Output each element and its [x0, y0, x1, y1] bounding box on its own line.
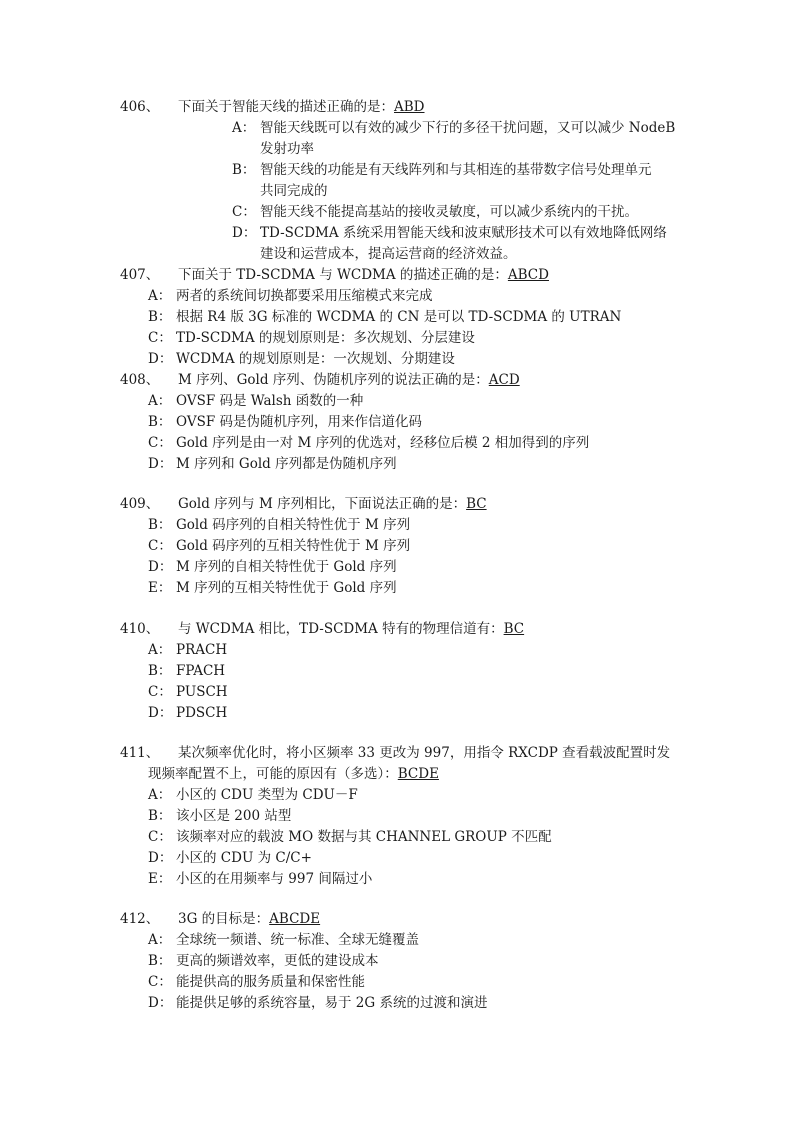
- option-a: A： 智能天线既可以有效的减少下行的多径干扰问题，又可以减少 NodeB: [232, 120, 676, 136]
- option-c: C： 该频率对应的载波 MO 数据与其 CHANNEL GROUP 不匹配: [148, 829, 552, 845]
- option-a: A： 小区的 CDU 类型为 CDU－F: [148, 787, 358, 803]
- question-stem: 下面关于 TD-SCDMA 与 WCDMA 的描述正确的是：: [178, 267, 508, 283]
- question-stem: 与 WCDMA 相比，TD-SCDMA 特有的物理信道有：: [178, 621, 504, 637]
- option-d-cont: 建设和运营成本，提高运营商的经济效益。: [260, 246, 517, 262]
- option-b: B： 该小区是 200 站型: [148, 808, 292, 824]
- question-number: 406、: [120, 99, 160, 115]
- option-a: A： PRACH: [148, 642, 228, 658]
- option-d: D： TD-SCDMA 系统采用智能天线和波束赋形技术可以有效地降低网络: [232, 225, 667, 241]
- question-number: 409、: [120, 496, 160, 512]
- option-b: B： OVSF 码是伪随机序列，用来作信道化码: [148, 414, 422, 430]
- option-c: C： Gold 序列是由一对 M 序列的优选对，经移位后模 2 相加得到的序列: [148, 435, 590, 451]
- question-stem-cont: 现频率配置不上，可能的原因有（多选）：: [148, 766, 398, 782]
- question-stem: Gold 序列与 M 序列相比，下面说法正确的是：: [178, 496, 467, 512]
- question-number: 411、: [120, 745, 160, 761]
- option-d: D： M 序列的自相关特性优于 Gold 序列: [148, 559, 397, 575]
- question-stem: 某次频率优化时，将小区频率 33 更改为 997，用指令 RXCDP 查看载波配置时发: [178, 745, 671, 761]
- option-e: E： 小区的在用频率与 997 间隔过小: [148, 871, 373, 887]
- question-number: 407、: [120, 267, 160, 283]
- answer-key: ACD: [488, 372, 520, 388]
- question-number: 412、: [120, 911, 160, 927]
- option-a-cont: 发射功率: [260, 141, 314, 157]
- option-d: D： PDSCH: [148, 705, 228, 721]
- option-c: C： Gold 码序列的互相关特性优于 M 序列: [148, 538, 411, 554]
- option-d: D： 能提供足够的系统容量，易于 2G 系统的过渡和演进: [148, 995, 488, 1011]
- option-b: B： Gold 码序列的自相关特性优于 M 序列: [148, 517, 411, 533]
- option-a: A： 两者的系统间切换都要采用压缩模式来完成: [148, 288, 433, 304]
- answer-key: ABCD: [507, 267, 549, 283]
- option-c: C： 能提供高的服务质量和保密性能: [148, 974, 365, 990]
- question-number: 410、: [120, 621, 160, 637]
- option-d: D： WCDMA 的规划原则是：一次规划、分期建设: [148, 351, 455, 367]
- answer-key: ABD: [394, 99, 425, 115]
- answer-key: ABCDE: [269, 911, 321, 927]
- answer-key: BC: [503, 621, 525, 637]
- option-d: D： 小区的 CDU 为 C/C+: [148, 850, 312, 866]
- question-stem: 下面关于智能天线的描述正确的是：: [178, 99, 394, 115]
- option-d: D： M 序列和 Gold 序列都是伪随机序列: [148, 456, 397, 472]
- answer-key: BCDE: [397, 766, 439, 782]
- option-b: B： 智能天线的功能是有天线阵列和与其相连的基带数字信号处理单元: [232, 162, 652, 178]
- question-stem: M 序列、Gold 序列、伪随机序列的说法正确的是：: [178, 372, 489, 388]
- option-b: B： 更高的频谱效率，更低的建设成本: [148, 953, 379, 969]
- question-number: 408、: [120, 372, 160, 388]
- option-c: C： TD-SCDMA 的规划原则是：多次规划、分层建设: [148, 330, 475, 346]
- answer-key: BC: [466, 496, 487, 512]
- option-c: C： PUSCH: [148, 684, 228, 700]
- option-c: C： 智能天线不能提高基站的接收灵敏度，可以减少系统内的干扰。: [232, 204, 638, 220]
- option-b: B： FPACH: [148, 663, 226, 679]
- option-e: E： M 序列的互相关特性优于 Gold 序列: [148, 580, 397, 596]
- option-b-cont: 共同完成的: [260, 183, 328, 199]
- option-a: A： 全球统一频谱、统一标准、全球无缝覆盖: [148, 932, 419, 948]
- option-a: A： OVSF 码是 Walsh 函数的一种: [148, 393, 364, 409]
- option-b: B： 根据 R4 版 3G 标准的 WCDMA 的 CN 是可以 TD-SCDMA 的 UTRAN: [148, 309, 622, 325]
- question-stem: 3G 的目标是：: [178, 911, 270, 927]
